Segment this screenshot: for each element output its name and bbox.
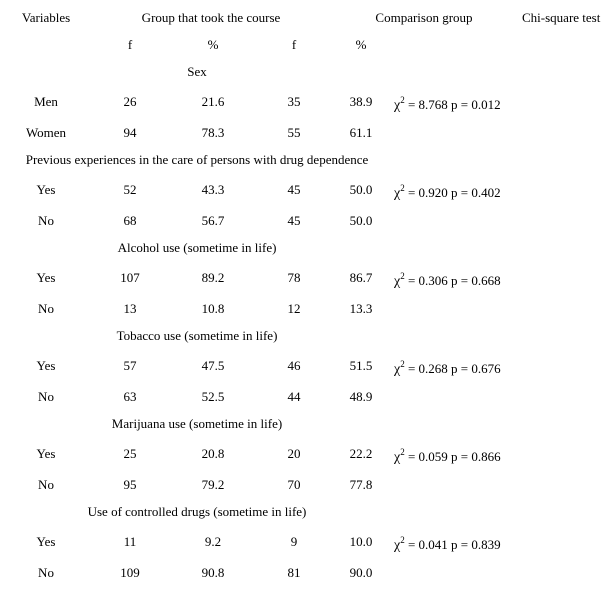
cell-comp-pct: 22.2 [349, 446, 373, 461]
header-chi-square-test: Chi-square test [522, 10, 601, 25]
subheader-comp-pct: % [355, 37, 367, 52]
cell-course-pct: 21.6 [201, 94, 225, 109]
section-title: Sex [187, 64, 207, 79]
cell-course-pct: 47.5 [201, 358, 225, 373]
cell-course-pct: 90.8 [201, 565, 225, 580]
chi-exponent: 2 [400, 447, 405, 457]
chi-square-result [394, 273, 501, 290]
cell-course-pct: 79.2 [201, 477, 225, 492]
cell-course-f: 52 [123, 182, 137, 197]
chi-symbol: χ [394, 98, 401, 113]
cell-comp-f: 9 [290, 534, 298, 549]
cell-course-f: 95 [123, 477, 137, 492]
subheader-comp-f: f [291, 37, 297, 52]
chi-square-result [394, 185, 501, 202]
chi-square-value: = 0.268 p = 0.676 [407, 361, 501, 376]
cell-course-pct: 89.2 [201, 270, 225, 285]
row-label: No [38, 301, 54, 316]
cell-comp-f: 70 [287, 477, 301, 492]
row-label: Yes [36, 446, 56, 461]
section-title: Marijuana use (sometime in life) [111, 416, 283, 431]
section-title: Alcohol use (sometime in life) [117, 240, 277, 255]
chi-symbol: χ [394, 362, 401, 377]
header-variables: Variables [21, 10, 71, 25]
chi-symbol: χ [394, 186, 401, 201]
chi-square-value: = 0.059 p = 0.866 [407, 449, 501, 464]
chi-square-result [394, 361, 501, 378]
row-label: Yes [36, 358, 56, 373]
cell-comp-pct: 77.8 [349, 477, 373, 492]
chi-symbol: χ [394, 538, 401, 553]
cell-course-pct: 20.8 [201, 446, 225, 461]
header-comparison-group: Comparison group [375, 10, 473, 25]
chi-exponent: 2 [400, 95, 405, 105]
chi-symbol: χ [394, 450, 401, 465]
subheader-course-f: f [127, 37, 133, 52]
cell-comp-f: 35 [287, 94, 301, 109]
chi-exponent: 2 [400, 183, 405, 193]
row-label: Women [25, 125, 67, 140]
cell-comp-f: 81 [287, 565, 301, 580]
cell-course-pct: 56.7 [201, 213, 225, 228]
chi-exponent: 2 [400, 359, 405, 369]
row-label: No [38, 565, 54, 580]
cell-comp-f: 45 [287, 182, 301, 197]
cell-comp-pct: 10.0 [349, 534, 373, 549]
cell-comp-pct: 50.0 [349, 213, 373, 228]
section-title: Tobacco use (sometime in life) [116, 328, 278, 343]
row-label: Yes [36, 182, 56, 197]
chi-square-value: = 0.306 p = 0.668 [407, 273, 501, 288]
subheader-course-pct: % [207, 37, 219, 52]
chi-square-value: = 8.768 p = 0.012 [407, 97, 501, 112]
cell-course-f: 13 [123, 301, 137, 316]
cell-comp-pct: 51.5 [349, 358, 373, 373]
cell-course-pct: 52.5 [201, 389, 225, 404]
cell-course-f: 109 [120, 565, 140, 580]
cell-comp-pct: 13.3 [349, 301, 373, 316]
cell-course-pct: 10.8 [201, 301, 225, 316]
chi-square-value: = 0.041 p = 0.839 [407, 537, 501, 552]
row-label: No [38, 213, 54, 228]
cell-comp-f: 46 [287, 358, 301, 373]
section-title: Use of controlled drugs (sometime in life) [87, 504, 307, 519]
cell-course-f: 57 [123, 358, 137, 373]
chi-exponent: 2 [400, 271, 405, 281]
cell-comp-pct: 38.9 [349, 94, 373, 109]
header-course-group: Group that took the course [141, 10, 281, 25]
cell-course-pct: 78.3 [201, 125, 225, 140]
cell-comp-pct: 50.0 [349, 182, 373, 197]
cell-comp-f: 20 [287, 446, 301, 461]
cell-course-pct: 43.3 [201, 182, 225, 197]
cell-course-f: 107 [120, 270, 140, 285]
cell-course-pct: 9.2 [204, 534, 222, 549]
cell-course-f: 68 [123, 213, 137, 228]
cell-comp-f: 44 [287, 389, 301, 404]
section-title: Previous experiences in the care of persons with drug dependence [25, 152, 369, 167]
cell-comp-f: 12 [287, 301, 301, 316]
cell-course-f: 63 [123, 389, 137, 404]
cell-comp-pct: 61.1 [349, 125, 373, 140]
cell-course-f: 25 [123, 446, 137, 461]
chi-square-result [394, 537, 501, 554]
row-label: Yes [36, 534, 56, 549]
cell-comp-f: 45 [287, 213, 301, 228]
chi-symbol: χ [394, 274, 401, 289]
row-label: No [38, 477, 54, 492]
cell-comp-f: 55 [287, 125, 301, 140]
row-label: Yes [36, 270, 56, 285]
cell-course-f: 26 [123, 94, 137, 109]
chi-square-value: = 0.920 p = 0.402 [407, 185, 501, 200]
cell-comp-pct: 48.9 [349, 389, 373, 404]
row-label: No [38, 389, 54, 404]
chi-square-result [394, 449, 501, 466]
cell-comp-f: 78 [287, 270, 301, 285]
cell-comp-pct: 90.0 [349, 565, 373, 580]
cell-course-f: 94 [123, 125, 137, 140]
chi-exponent: 2 [400, 535, 405, 545]
row-label: Men [34, 94, 58, 109]
cell-course-f: 11 [123, 534, 137, 549]
cell-comp-pct: 86.7 [349, 270, 373, 285]
chi-square-result [394, 97, 501, 114]
